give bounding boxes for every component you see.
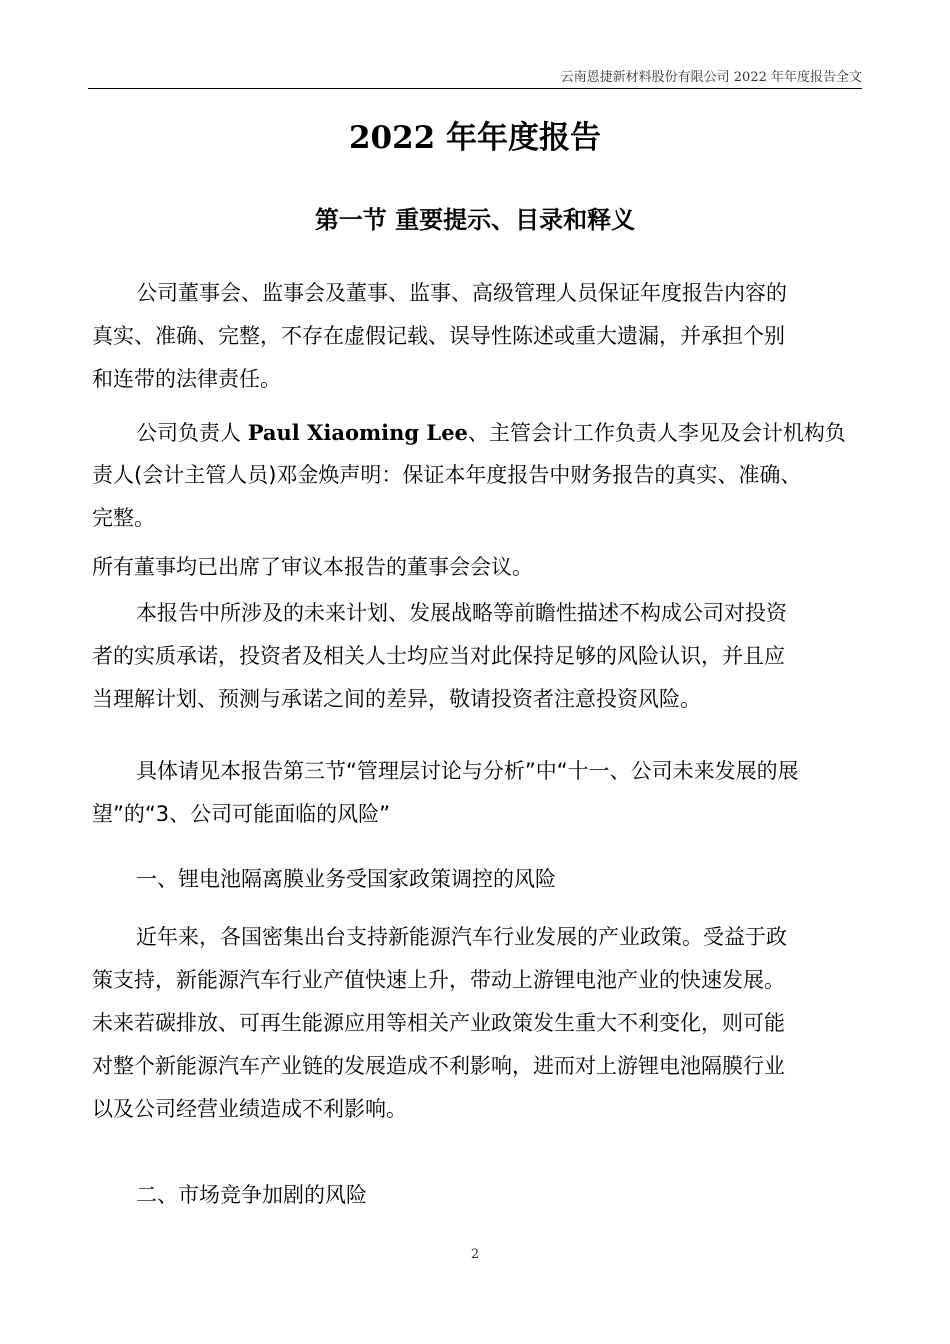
header-divider — [88, 88, 862, 89]
person-name: Paul Xiaoming Lee — [247, 420, 468, 445]
paragraph-line: 者的实质承诺，投资者及相关人士均应当对此保持足够的风险认识，并且应 — [92, 644, 785, 668]
line-text-before-name: 公司负责人 — [136, 421, 248, 445]
paragraph-line: 以及公司经营业绩造成不利影响。 — [92, 1097, 407, 1121]
paragraph-line: 真实、准确、完整，不存在虚假记载、误导性陈述或重大遗漏，并承担个别 — [92, 324, 785, 348]
paragraph-line: 当理解计划、预测与承诺之间的差异，敬请投资者注意投资风险。 — [92, 687, 701, 711]
paragraph-line: 具体请见本报告第三节“管理层讨论与分析”中“十一、公司未来发展的展 — [136, 759, 799, 783]
paragraph-line: 一、锂电池隔离膜业务受国家政策调控的风险 — [136, 867, 556, 891]
paragraph-line: 望”的“3、公司可能面临的风险” — [92, 802, 390, 826]
paragraph-line: 策支持，新能源汽车行业产值快速上升，带动上游锂电池产业的快速发展。 — [92, 968, 785, 992]
paragraph-line: 责人(会计主管人员)邓金焕声明：保证本年度报告中财务报告的真实、准确、 — [92, 463, 802, 487]
paragraph-line: 本报告中所涉及的未来计划、发展战略等前瞻性描述不构成公司对投资 — [136, 601, 787, 625]
paragraph-line: 对整个新能源汽车产业链的发展造成不利影响，进而对上游锂电池隔膜行业 — [92, 1054, 785, 1078]
paragraph-line: 公司董事会、监事会及董事、监事、高级管理人员保证年度报告内容的 — [136, 281, 787, 305]
paragraph-forward-looking — [92, 592, 862, 721]
paragraph-line: 和连带的法律责任。 — [92, 367, 281, 391]
paragraph-risk-reference — [92, 750, 862, 836]
document-title: 2022 年年度报告 — [348, 120, 602, 156]
paragraph-responsible-persons — [92, 411, 862, 540]
page-number: 2 — [470, 1247, 480, 1262]
paragraph-line — [92, 411, 862, 454]
risk-heading-policy — [92, 858, 862, 901]
risk-heading-competition — [92, 1174, 862, 1217]
paragraph-directors-attendance — [92, 546, 862, 589]
paragraph-line: 未来若碳排放、可再生能源应用等相关产业政策发生重大不利变化，则可能 — [92, 1011, 785, 1035]
paragraph-line: 完整。 — [92, 506, 155, 530]
running-header-title: 云南恩捷新材料股份有限公司 2022 年年度报告全文 — [560, 70, 862, 85]
paragraph-board-guarantee — [92, 272, 862, 401]
section-title: 第一节 重要提示、目录和释义 — [314, 206, 636, 234]
line-text-after-name: 、主管会计工作负责人李见及会计机构负 — [467, 421, 846, 445]
paragraph-line: 二、市场竞争加剧的风险 — [136, 1183, 367, 1207]
paragraph-policy-risk — [92, 916, 862, 1131]
paragraph-line: 近年来，各国密集出台支持新能源汽车行业发展的产业政策。受益于政 — [136, 925, 787, 949]
paragraph-line: 所有董事均已出席了审议本报告的董事会会议。 — [92, 555, 533, 579]
